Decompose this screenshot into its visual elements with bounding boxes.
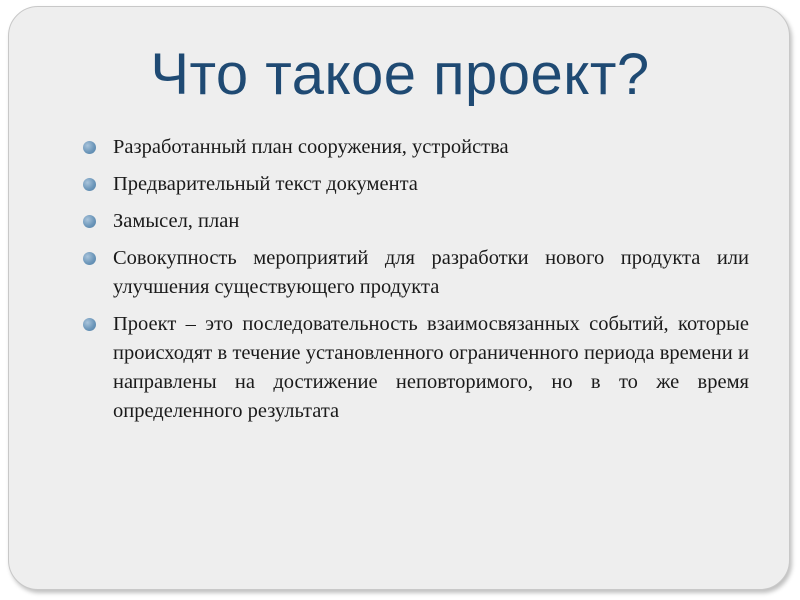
bullet-item (81, 207, 749, 236)
circle-bullet-icon (83, 252, 96, 265)
bullet-item (81, 170, 749, 199)
bullet-text: Предварительный текст документа (113, 173, 418, 195)
bullet-text: Проект – это последовательность взаимосвязанных событий, которые происходят в течение установленного ограниченного периода времени и направлены на достижение неповторимого, но в то же время определенного результата (113, 313, 749, 422)
circle-bullet-icon (83, 318, 96, 331)
slide-title: Что такое проект? (150, 42, 650, 107)
bullet-text: Совокупность мероприятий для разработки нового продукта или улучшения существующего продукта (113, 247, 749, 298)
bullet-list (81, 133, 749, 434)
circle-bullet-icon (83, 178, 96, 191)
bullet-text: Замысел, план (113, 210, 240, 232)
bullet-text: Разработанный план сооружения, устройства (113, 136, 509, 158)
bullet-item (81, 133, 749, 162)
circle-bullet-icon (83, 141, 96, 154)
circle-bullet-icon (83, 215, 96, 228)
bullet-item (81, 310, 749, 426)
bullet-item (81, 244, 749, 302)
